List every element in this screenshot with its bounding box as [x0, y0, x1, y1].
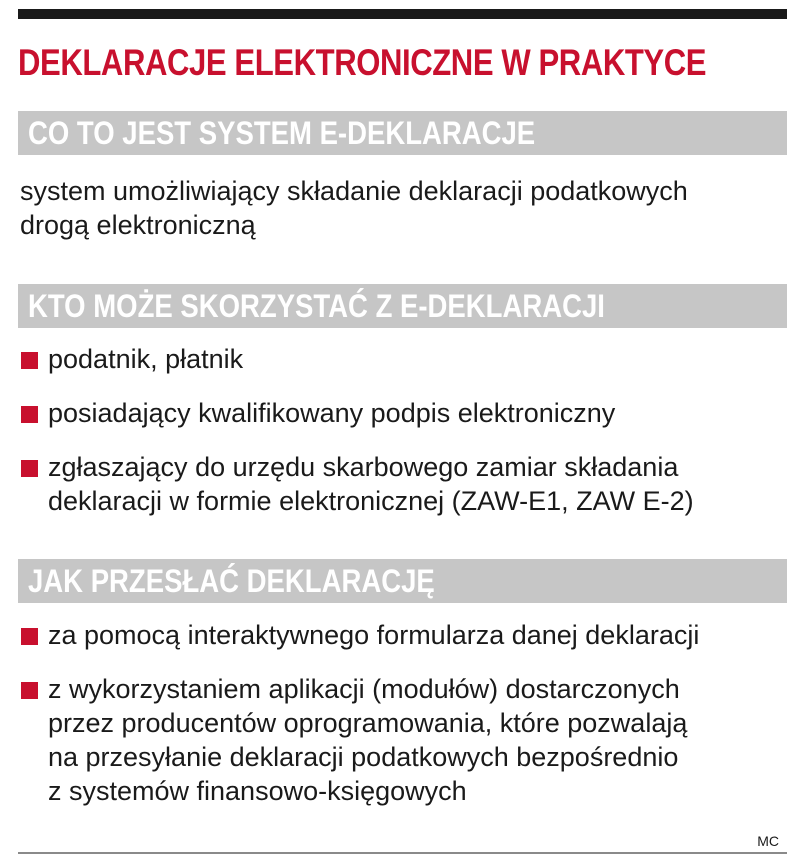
- list-item-text: zgłaszający do urzędu skarbowego zamiar składania: [48, 452, 679, 482]
- source-credit: MC: [757, 833, 779, 849]
- list-item-text: przez producentów oprogramowania, które pozwalają: [48, 708, 688, 738]
- list-item-text: z systemów finansowo-księgowych: [48, 776, 467, 806]
- section-heading: KTO MOŻE SKORZYSTAĆ Z E-DEKLARACJI: [28, 288, 605, 324]
- section-header-what-is: [18, 111, 787, 155]
- description-line: system umożliwiający składanie deklaracji podatkowych: [20, 176, 688, 206]
- list-item: [18, 342, 694, 376]
- list-item-text: podatnik, płatnik: [48, 344, 244, 374]
- list-item: [18, 450, 694, 518]
- list-item-text: na przesyłanie deklaracji podatkowych bezpośrednio: [48, 742, 679, 772]
- who-can-use-list: [18, 342, 694, 518]
- bullet-square-icon: [21, 460, 38, 477]
- bullet-square-icon: [21, 628, 38, 645]
- section-heading: JAK PRZESŁAĆ DEKLARACJĘ: [28, 563, 435, 599]
- section-header-how-to-send: [18, 559, 787, 603]
- page-title: DEKLARACJE ELEKTRONICZNE W PRAKTYCE: [18, 42, 707, 83]
- list-item: [18, 396, 694, 430]
- description-line: drogą elektroniczną: [20, 210, 256, 240]
- list-item-text: deklaracji w formie elektronicznej (ZAW-E1, ZAW E-2): [48, 486, 694, 516]
- bullet-square-icon: [21, 352, 38, 369]
- list-item-text: z wykorzystaniem aplikacji (modułów) dostarczonych: [48, 674, 680, 704]
- section-header-who-can-use: [18, 284, 787, 328]
- bottom-rule: [18, 852, 787, 854]
- list-item: [18, 672, 699, 808]
- list-item: [18, 618, 699, 652]
- list-item-text: za pomocą interaktywnego formularza danej deklaracji: [48, 620, 700, 650]
- bullet-square-icon: [21, 682, 38, 699]
- section-description: [20, 174, 688, 242]
- bullet-square-icon: [21, 406, 38, 423]
- top-rule: [18, 9, 787, 19]
- how-to-send-list: [18, 618, 699, 808]
- section-heading: CO TO JEST SYSTEM E-DEKLARACJE: [28, 115, 536, 151]
- list-item-text: posiadający kwalifikowany podpis elektroniczny: [48, 398, 616, 428]
